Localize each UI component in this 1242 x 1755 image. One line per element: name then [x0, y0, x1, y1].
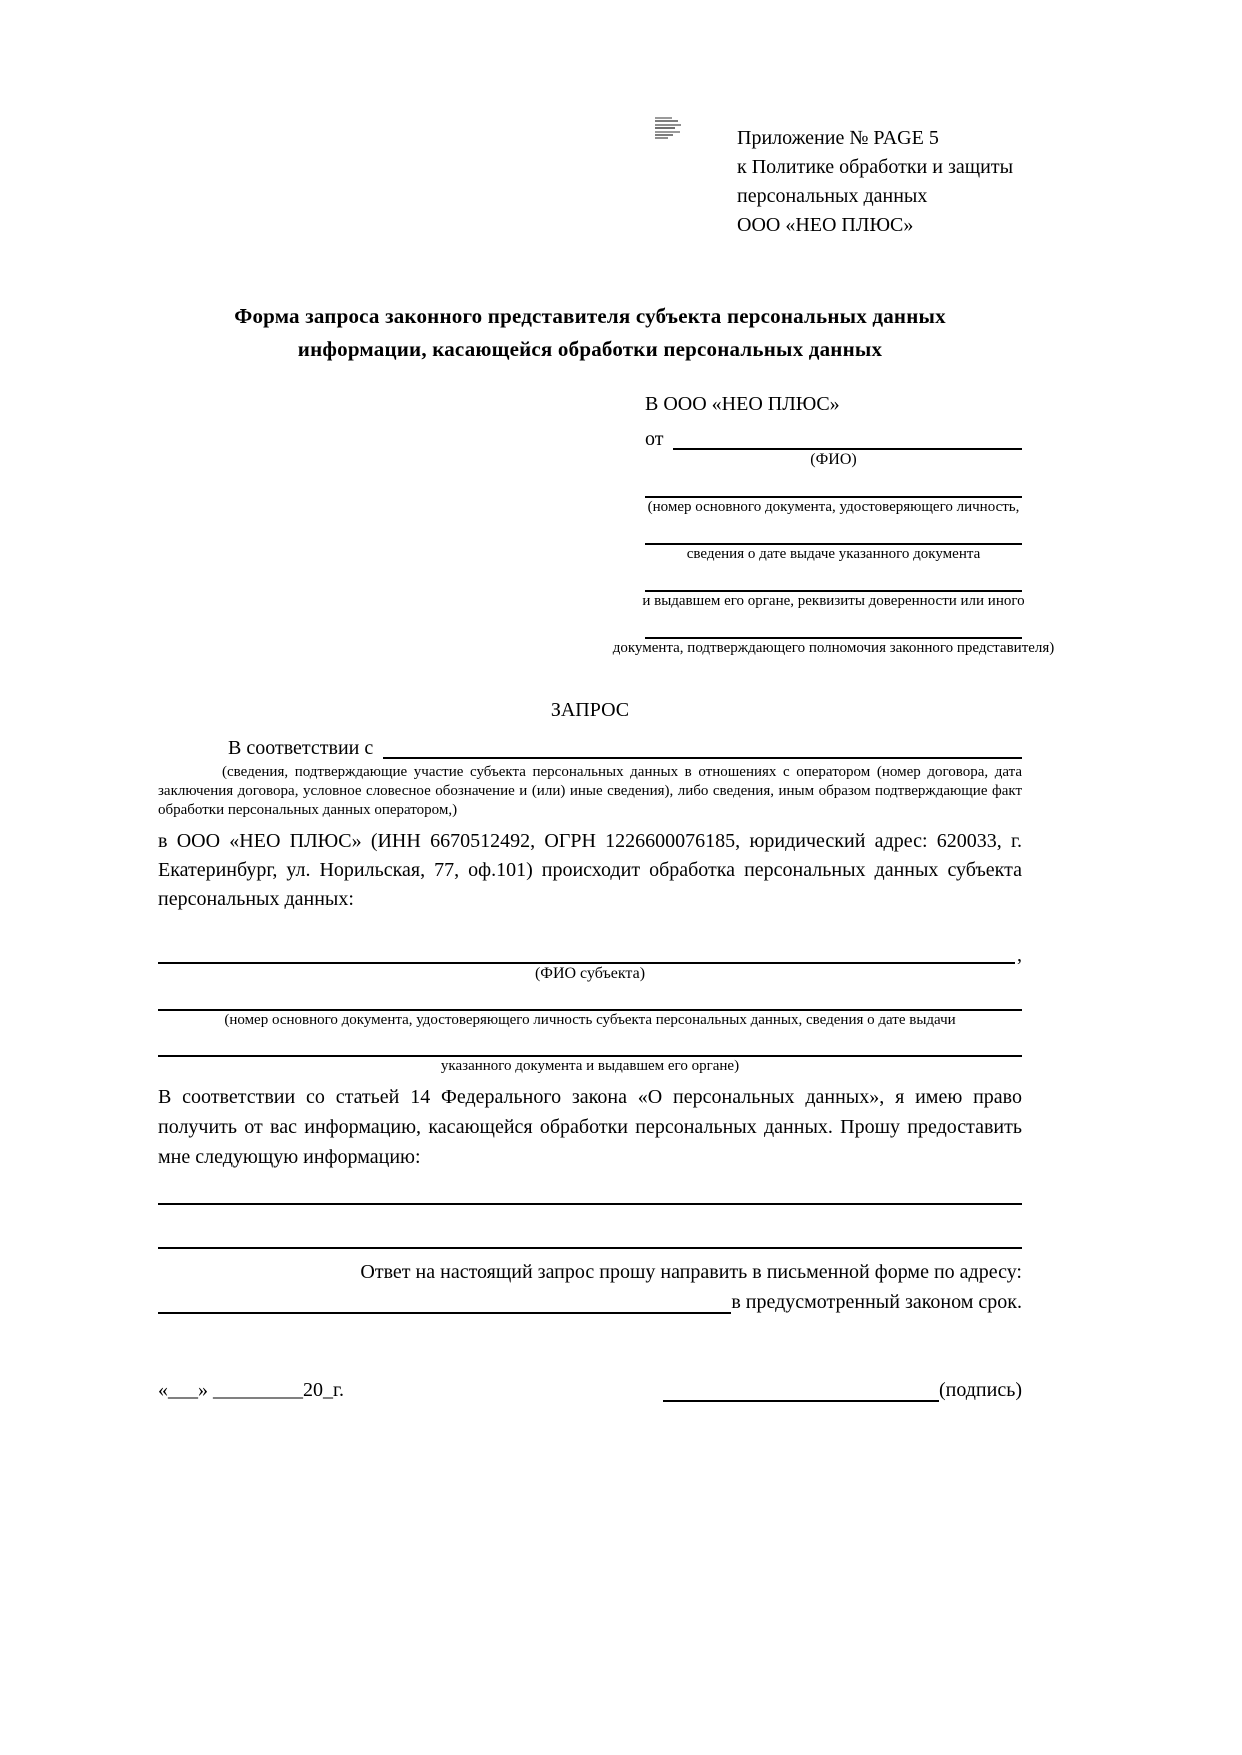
signature-group [663, 1378, 1022, 1402]
signature-blank-field[interactable] [663, 1378, 939, 1402]
requested-info-blank-line-1[interactable] [158, 1172, 1022, 1205]
form-title-line2: информации, касающейся обработки персональных данных [297, 337, 883, 361]
request-heading: ЗАПРОС [550, 699, 630, 721]
appendix-header-line3: персональных данных [737, 185, 928, 207]
subject-doc-blank-field-1[interactable] [158, 984, 1022, 1011]
representative-doc-caption-1: (номер основного документа, удостоверяющего личность, [647, 499, 1020, 515]
representative-doc-blank-field-3[interactable] [645, 564, 1022, 592]
accordance-footnote: (сведения, подтверждающие участие субъекта персональных данных в отношениях с оператором (номер договора, дата заключения договора, условное словесное обозначение и (или) иные сведения), либо сведения, иным образом подтверждающие факт обработки персональных данных оператором,) [158, 764, 1022, 818]
signature-caption: (подпись) [938, 1379, 1022, 1401]
requested-info-blank-line-2[interactable] [158, 1205, 1022, 1249]
document-body [158, 300, 1055, 1402]
fio-caption: (ФИО) [810, 451, 857, 468]
appendix-header-line2: к Политике обработки и защиты [737, 156, 1014, 178]
embedded-image-icon [655, 116, 685, 144]
accordance-blank-field[interactable] [383, 757, 1022, 759]
representative-doc-caption-4: документа, подтверждающего полномочия законного представителя) [612, 640, 1055, 656]
representative-doc-blank-field-2[interactable] [645, 517, 1022, 545]
signature-row [158, 1376, 1022, 1402]
article-14-paragraph: В соответствии со статьей 14 Федерального закона «О персональных данных», я имею право получить от вас информацию, касающейся обработки персональных данных. Прошу предоставить мне следующую информацию: [158, 1086, 1022, 1168]
appendix-header-line1: Приложение № PAGE 5 [737, 127, 939, 149]
answer-address-field-row [158, 1286, 1022, 1314]
from-field-row [645, 426, 1022, 450]
subject-doc-caption-1: (номер основного документа, удостоверяющего личность субъекта персональных данных, сведения о дате выдачи [224, 1012, 956, 1028]
subject-doc-blank-field-2[interactable] [158, 1030, 1022, 1057]
answer-suffix: в предусмотренный законом срок. [731, 1291, 1022, 1313]
date-blank-line[interactable]: «___» _________20_г. [158, 1379, 344, 1401]
answer-address-line: Ответ на настоящий запрос прошу направить в письменной форме по адресу: [360, 1261, 1022, 1283]
representative-doc-caption-3: и выдавшем его органе, реквизиты доверенности или иного [642, 593, 1025, 609]
representative-doc-blank-field-1[interactable] [645, 470, 1022, 498]
subject-fio-field-row [158, 938, 1022, 964]
subject-fio-caption: (ФИО субъекта) [534, 965, 646, 982]
addressee-block [612, 392, 1055, 658]
accordance-field-row [158, 735, 1022, 759]
operator-paragraph: в ООО «НЕО ПЛЮС» (ИНН 6670512492, ОГРН 1226600076185, юридический адрес: 620033, г. Екатеринбург, ул. Норильская, 77, оф.101) происходит обработка персональных данных субъекта персональных данных: [158, 830, 1022, 910]
representative-doc-caption-2: сведения о дате выдаче указанного документа [686, 546, 981, 562]
subject-doc-caption-2: указанного документа и выдавшем его органе) [440, 1058, 740, 1074]
appendix-header-line4: ООО «НЕО ПЛЮС» [737, 214, 914, 236]
form-title [158, 300, 1022, 366]
from-label: от [645, 428, 664, 450]
appendix-header [737, 124, 1013, 240]
form-title-line1: Форма запроса законного представителя субъекта персональных данных [234, 304, 946, 328]
representative-doc-blank-field-4[interactable] [645, 611, 1022, 639]
trailing-comma: , [1017, 944, 1022, 966]
addressee-organization: В ООО «НЕО ПЛЮС» [645, 393, 840, 415]
answer-address-blank-field[interactable] [158, 1312, 731, 1314]
accordance-label: В соответствии с [228, 737, 374, 759]
